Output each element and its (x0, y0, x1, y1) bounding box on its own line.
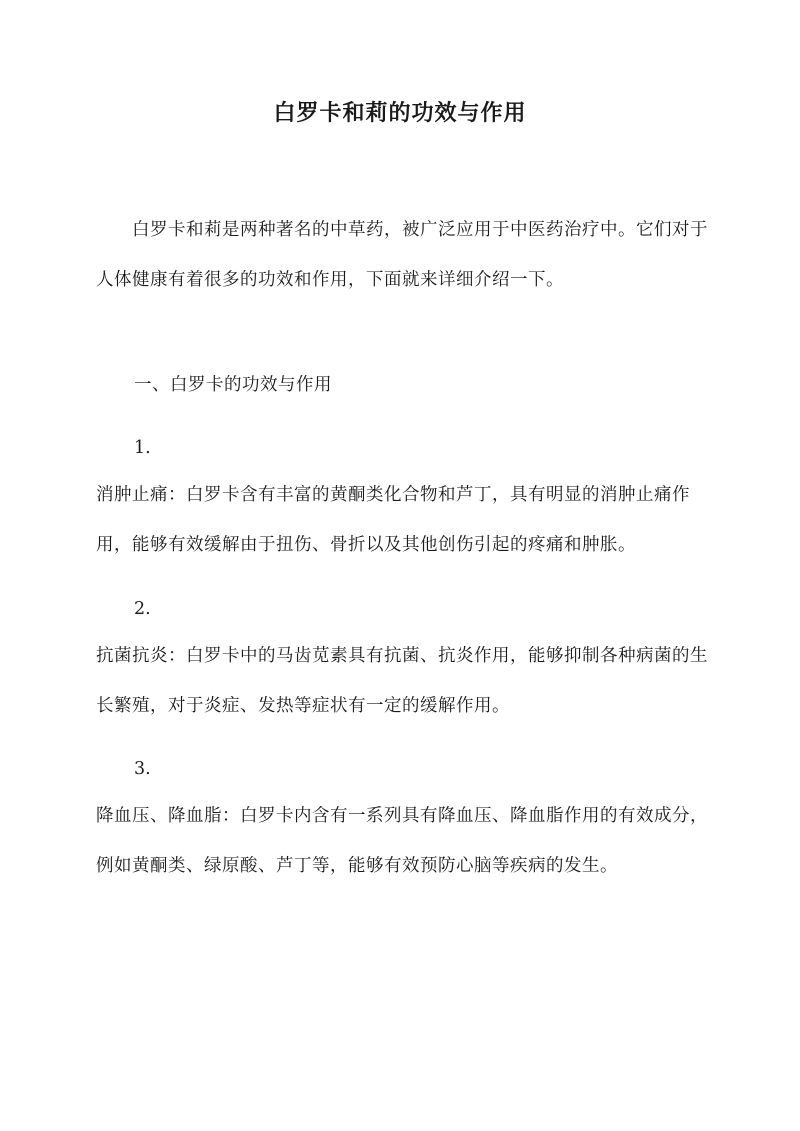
item-paragraph: 消肿止痛：白罗卡含有丰富的黄酮类化合物和芦丁，具有明显的消肿止痛作用，能够有效缓解由于扭伤、骨折以及其他创伤引起的疼痛和肿胀。 (96, 485, 690, 555)
item-number: 3. (134, 759, 151, 779)
item-number: 1. (134, 438, 151, 458)
item-number: 2. (134, 599, 151, 619)
item-paragraph: 降血压、降血脂：白罗卡内含有一系列具有降血压、降血脂作用的有效成分，例如黄酮类、绿原酸、芦丁等，能够有效预防心脑等疾病的发生。 (96, 806, 708, 876)
intro-paragraph: 白罗卡和莉是两种著名的中草药，被广泛应用于中医药治疗中。它们对于人体健康有着很多的功效和作用，下面就来详细介绍一下。 (96, 220, 708, 290)
section-heading: 一、白罗卡的功效与作用 (134, 375, 332, 395)
document-title: 白罗卡和莉的功效与作用 (273, 100, 527, 126)
item-paragraph: 抗菌抗炎：白罗卡中的马齿苋素具有抗菌、抗炎作用，能够抑制各种病菌的生长繁殖，对于炎症、发热等症状有一定的缓解作用。 (96, 646, 708, 716)
